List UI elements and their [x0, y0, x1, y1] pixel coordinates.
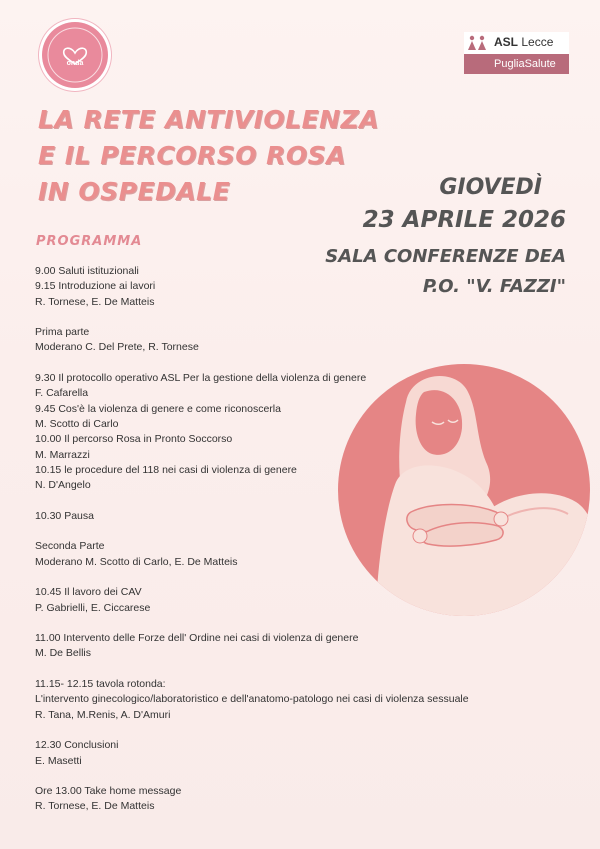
program-line: Ore 13.00 Take home message	[35, 785, 182, 798]
program-line: P. Gabrielli, E. Ciccarese	[35, 601, 151, 614]
program-line: Moderano M. Scotto di Carlo, E. De Matteis	[35, 555, 238, 568]
bollino-rosa-logo	[42, 22, 108, 88]
program-line: 10.45 Il lavoro dei CAV	[35, 586, 142, 599]
program-line: M. Scotto di Carlo	[35, 417, 119, 430]
program-line: R. Tornese, E. De Matteis	[35, 800, 155, 813]
program-block	[35, 784, 575, 815]
program-line: 9.45 Cos'è la violenza di genere e come riconoscerla	[35, 402, 281, 415]
program-line: N. D'Angelo	[35, 479, 91, 492]
title-line: LA RETE ANTIVIOLENZA	[38, 105, 380, 134]
program-line: Seconda Parte	[35, 540, 105, 553]
program-line: M. Marrazzi	[35, 448, 90, 461]
asl-name-rest: Lecce	[521, 35, 554, 49]
program-line: F. Cafarella	[35, 387, 89, 400]
program-line: 10.15 le procedure del 118 nei casi di violenza di genere	[35, 463, 297, 476]
heart-hands-icon	[42, 22, 108, 88]
event-venue: SALA CONFERENZE DEA	[325, 246, 566, 267]
program-line: E. Masetti	[35, 754, 82, 767]
program-line: 10.00 Il percorso Rosa in Pronto Soccorso	[35, 433, 233, 446]
program-block	[35, 738, 575, 769]
program-line: R. Tornese, E. De Matteis	[35, 295, 155, 308]
program-line: 11.15- 12.15 tavola rotonda:	[35, 678, 166, 691]
woman-hugging-self-icon	[336, 362, 592, 618]
program-line: Moderano C. Del Prete, R. Tornese	[35, 341, 199, 354]
program-line: Prima parte	[35, 326, 90, 339]
program-line: 11.00 Intervento delle Forze dell' Ordine nei casi di violenza di genere	[35, 632, 359, 645]
program-line: M. De Bellis	[35, 647, 92, 660]
event-date: 23 APRILE 2026	[362, 207, 566, 233]
asl-lecce-logo	[464, 32, 569, 74]
title-line: E IL PERCORSO ROSA	[38, 141, 347, 170]
badge-text: onda	[66, 60, 84, 67]
program-line: 9.30 Il protocollo operativo ASL Per la gestione della violenza di genere	[35, 372, 367, 385]
asl-sub: PugliaSalute	[464, 54, 569, 74]
program-line: 9.15 Introduzione ai lavori	[35, 280, 156, 293]
program-block	[35, 264, 575, 310]
asl-figures-icon	[466, 35, 490, 51]
program-line: 9.00 Saluti istituzionali	[35, 265, 139, 277]
program-block	[35, 631, 575, 662]
title-line: IN OSPEDALE	[38, 177, 231, 206]
asl-name-bold: ASL	[494, 35, 518, 49]
program-line: 12.30 Conclusioni	[35, 739, 119, 752]
program-line: L'intervento ginecologico/laboratoristico e dell'anatomo-patologo nei casi di violenza sessuale	[35, 693, 469, 706]
event-day: GIOVEDÌ	[439, 175, 542, 200]
program-block	[35, 677, 575, 723]
program-line: R. Tana, M.Renis, A. D'Amuri	[35, 708, 171, 721]
program-line: 10.30 Pausa	[35, 509, 94, 522]
program-heading: PROGRAMMA	[36, 234, 143, 249]
program-block	[35, 325, 575, 356]
event-hospital: P.O. "V. FAZZI"	[422, 276, 566, 297]
